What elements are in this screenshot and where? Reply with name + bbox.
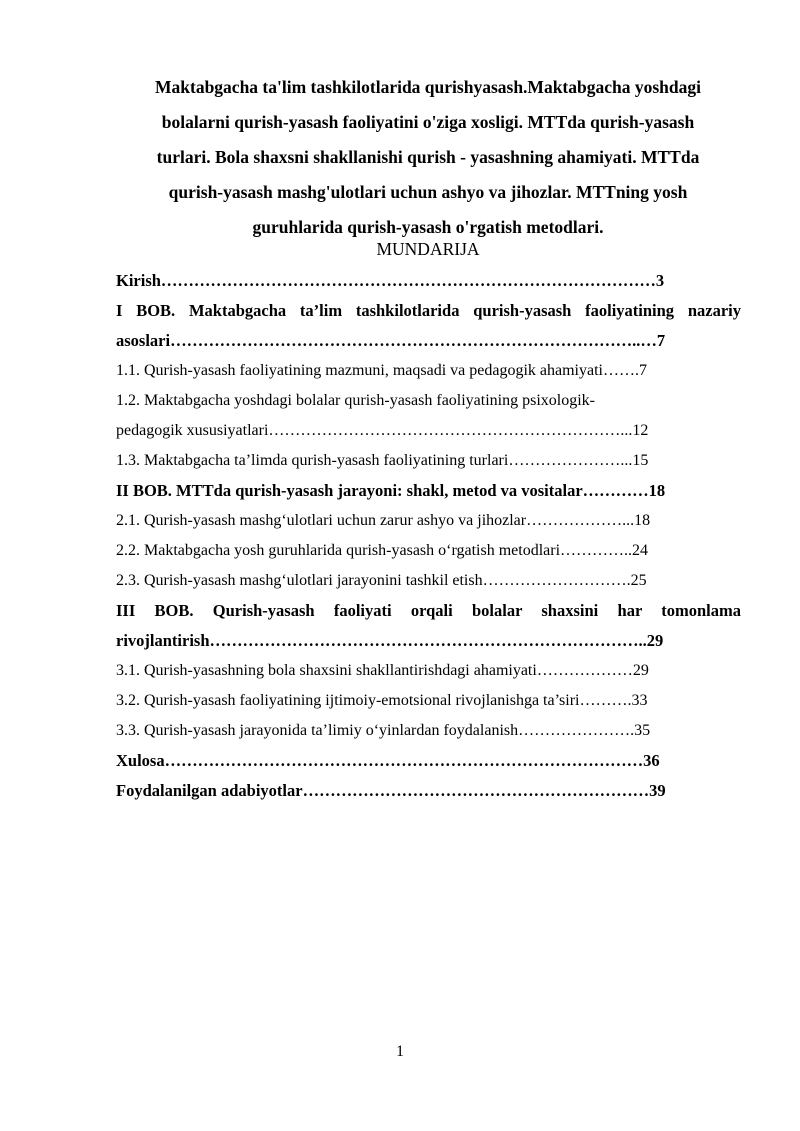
- toc-entry-chapter-3: III BOB. Qurish-yasash faoliyati orqali bolalar shaxsini har tomonlama: [116, 601, 741, 620]
- toc-entry-chapter-3-cont: rivojlantirish……………………………………………………………………..29: [116, 631, 664, 650]
- title-line: bolalarni qurish-yasash faoliyatini o'ziga xosligi. MTTda qurish-yasash: [161, 112, 695, 132]
- page-number: 1: [396, 1043, 404, 1060]
- toc-entry-chapter-1: I BOB. Maktabgacha ta’lim tashkilotlarida qurish-yasash faoliyatining nazariy: [116, 301, 741, 320]
- title-line: qurish-yasash mashg'ulotlari uchun ashyo va jihozlar. MTTning yosh: [168, 182, 688, 202]
- toc-entry-chapter-2: II BOB. MTTda qurish-yasash jarayoni: shakl, metod va vositalar…………18: [116, 481, 666, 500]
- toc-entry-references: Foydalanilgan adabiyotlar………………………………………………………39: [116, 781, 666, 800]
- toc-entry-section-1-2-cont: pedagogik xususiyatlari…………………………………………………………...12: [116, 422, 649, 439]
- title-line: guruhlarida qurish-yasash o'rgatish metodlari.: [252, 217, 604, 237]
- toc-entry-section-3-2: 3.2. Qurish-yasash faoliyatining ijtimoiy-emotsional rivojlanishga ta’siri……….33: [116, 692, 648, 709]
- toc-entry-section-2-3: 2.3. Qurish-yasash mashg‘ulotlari jarayonini tashkil etish……………………….25: [116, 572, 647, 589]
- table-of-contents: [116, 266, 741, 806]
- toc-entry-section-1-2: 1.2. Maktabgacha yoshdagi bolalar qurish-yasash faoliyatining psixologik-: [116, 392, 596, 409]
- toc-entry-conclusion: Xulosa……………………………………………………………………………36: [116, 751, 660, 770]
- toc-entry-section-1-3: 1.3. Maktabgacha ta’limda qurish-yasash faoliyatining turlari…………………...15: [116, 452, 649, 469]
- toc-entry-section-2-1: 2.1. Qurish-yasash mashg‘ulotlari uchun zarur ashyo va jihozlar………………...18: [116, 512, 651, 529]
- toc-entry-introduction: Kirish………………………………………………………………………………3: [116, 271, 665, 290]
- toc-entry-section-3-1: 3.1. Qurish-yasashning bola shaxsini shakllantirishdagi ahamiyati………………29: [116, 662, 649, 679]
- toc-entry-section-1-1: 1.1. Qurish-yasash faoliyatining mazmuni, maqsadi va pedagogik ahamiyati…….7: [116, 362, 647, 379]
- document-title: [110, 70, 746, 245]
- toc-entry-section-2-2: 2.2. Maktabgacha yosh guruhlarida qurish-yasash o‘rgatish metodlari…………..24: [116, 542, 649, 559]
- toc-heading: MUNDARIJA: [376, 239, 480, 259]
- toc-entry-section-3-3: 3.3. Qurish-yasash jarayonida ta’limiy o‘yinlardan foydalanish………………….35: [116, 722, 651, 739]
- title-line: Maktabgacha ta'lim tashkilotlarida qurishyasash.Maktabgacha yoshdagi: [155, 77, 701, 97]
- toc-entry-chapter-1-cont: asoslari…………………………………………………………………………..…7: [116, 331, 666, 350]
- title-line: turlari. Bola shaxsni shakllanishi qurish - yasashning ahamiyati. MTTda: [156, 147, 700, 167]
